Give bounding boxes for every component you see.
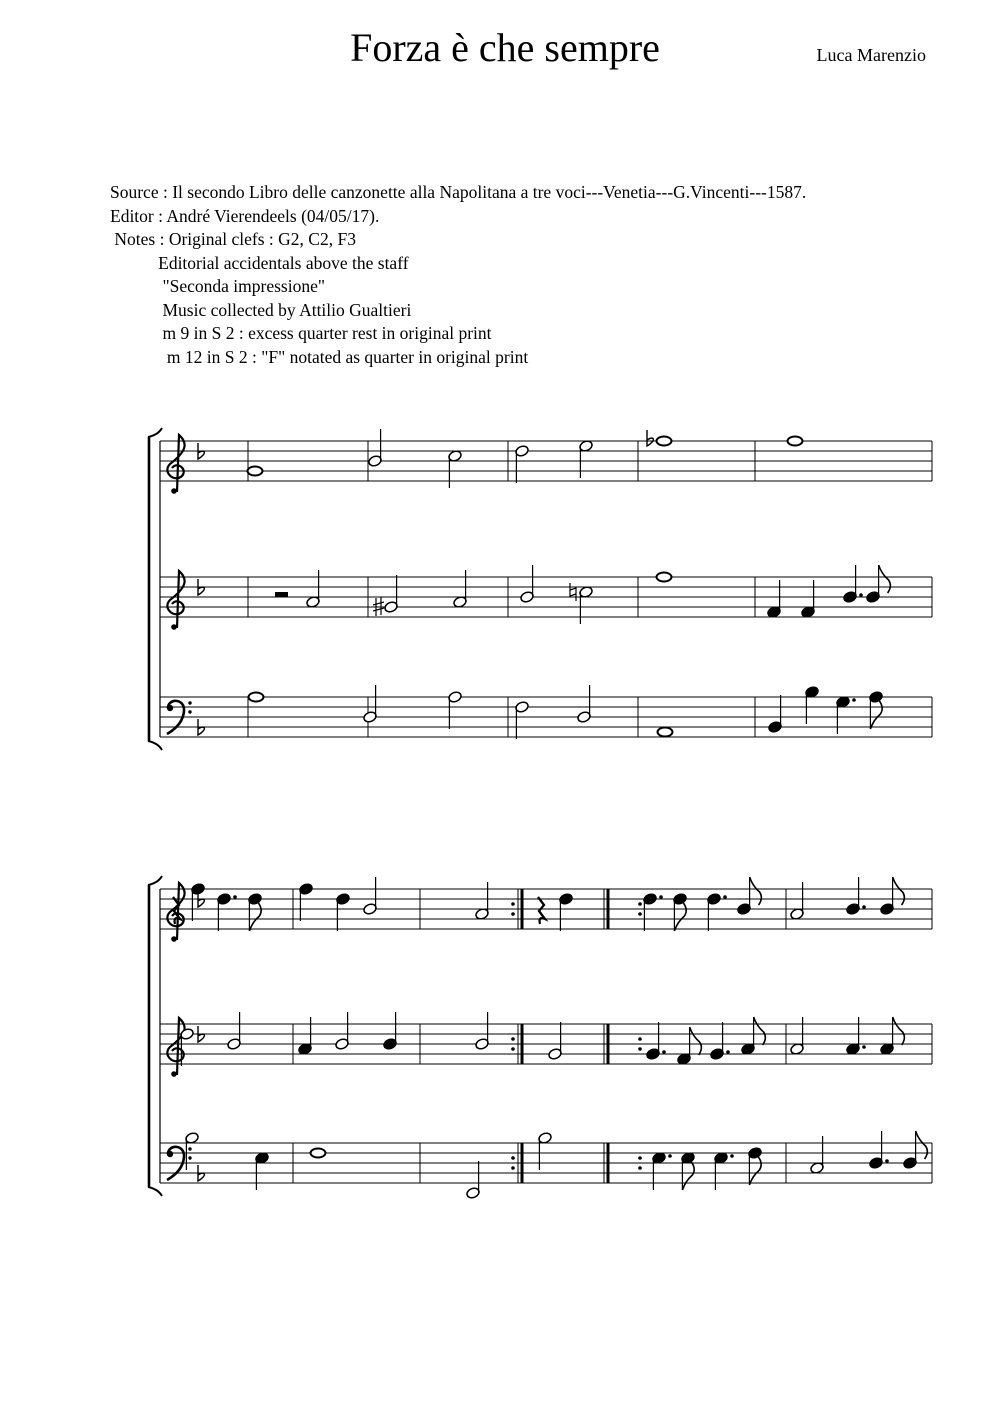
augmentation-dot-icon bbox=[862, 1045, 866, 1049]
repeat-dot-icon bbox=[638, 902, 642, 906]
repeat-dot-icon bbox=[638, 1037, 642, 1041]
staff bbox=[160, 883, 932, 942]
bracket-hook-top bbox=[148, 876, 162, 885]
bass-clef-dot-icon bbox=[167, 1151, 173, 1157]
note-line: m 9 in S 2 : excess quarter rest in original print bbox=[110, 323, 492, 343]
repeat-dot-icon bbox=[511, 1037, 515, 1041]
treble-clef-tail-icon bbox=[171, 624, 177, 630]
bass-clef-dot-icon bbox=[188, 1156, 191, 1159]
bass-clef-dot-icon bbox=[188, 1147, 191, 1150]
whole-note-icon bbox=[658, 728, 673, 737]
staff bbox=[160, 1018, 932, 1077]
augmentation-dot-icon bbox=[726, 1050, 730, 1054]
note-flag-icon bbox=[249, 903, 261, 931]
augmentation-dot-icon bbox=[852, 698, 856, 702]
augmentation-dot-icon bbox=[862, 905, 866, 909]
staff-notes bbox=[173, 877, 904, 931]
note-flag-icon bbox=[893, 877, 905, 905]
treble-clef-tail-icon bbox=[171, 1071, 177, 1077]
bass-clef-dot-icon bbox=[167, 705, 173, 711]
staff bbox=[160, 697, 932, 737]
staff bbox=[160, 435, 932, 494]
note-line: "Seconda impressione" bbox=[110, 276, 326, 296]
treble-clef-tail-icon bbox=[171, 488, 177, 494]
piece-title: Forza è che sempre bbox=[350, 25, 660, 70]
natural-icon bbox=[570, 583, 576, 601]
augmentation-dot-icon bbox=[885, 1159, 889, 1163]
whole-note-icon bbox=[248, 467, 263, 476]
composer-name: Luca Marenzio bbox=[816, 45, 926, 65]
treble-clef-tail-icon bbox=[171, 936, 177, 942]
note-line: Editor : André Vierendeels (04/05/17). bbox=[110, 205, 380, 226]
note-flag-icon bbox=[754, 1017, 766, 1045]
bracket-hook-bottom bbox=[148, 1187, 162, 1196]
treble-clef-icon bbox=[167, 571, 184, 628]
repeat-dot-icon bbox=[638, 1166, 642, 1170]
augmentation-dot-icon bbox=[859, 593, 863, 597]
note-line: Music collected by Attilio Gualtieri bbox=[110, 299, 412, 320]
repeat-dot-icon bbox=[511, 912, 515, 916]
note-line: Source : Il secondo Libro delle canzonette alla Napolitana a tre voci---Venetia---G.Vincenti---1587. bbox=[110, 182, 807, 202]
note-flag-icon bbox=[682, 1162, 694, 1190]
repeat-dot-icon bbox=[511, 902, 515, 906]
note-line: Editorial accidentals above the staff bbox=[110, 252, 409, 273]
treble-clef-icon bbox=[167, 883, 184, 940]
bracket-hook-bottom bbox=[148, 741, 162, 750]
whole-note-icon bbox=[788, 437, 803, 446]
staff bbox=[160, 571, 932, 630]
augmentation-dot-icon bbox=[662, 1050, 666, 1054]
staff-notes bbox=[249, 685, 884, 739]
augmentation-dot-icon bbox=[233, 895, 237, 899]
note-flag-icon bbox=[916, 1131, 928, 1159]
bass-clef-dot-icon bbox=[188, 710, 191, 713]
repeat-dot-icon bbox=[638, 1047, 642, 1051]
treble-clef-icon bbox=[167, 435, 184, 492]
bracket-hook-top bbox=[148, 428, 162, 437]
bass-clef-dot-icon bbox=[188, 701, 191, 704]
repeat-dot-icon bbox=[511, 1166, 515, 1170]
note-flag-icon bbox=[690, 1027, 702, 1055]
note-flag-icon bbox=[750, 877, 762, 905]
note-flag-icon bbox=[674, 903, 686, 931]
flat-icon bbox=[647, 430, 653, 446]
note-flag-icon bbox=[893, 1017, 905, 1045]
repeat-dot-icon bbox=[638, 912, 642, 916]
treble-clef-icon bbox=[167, 1018, 184, 1075]
whole-note-icon bbox=[657, 573, 672, 582]
staff-notes bbox=[180, 1012, 905, 1066]
note-line: Notes : Original clefs : G2, C2, F3 bbox=[110, 229, 356, 249]
whole-note-icon bbox=[249, 693, 264, 702]
quarter-rest-icon bbox=[538, 897, 545, 924]
repeat-dot-icon bbox=[511, 1047, 515, 1051]
augmentation-dot-icon bbox=[723, 895, 727, 899]
note-flag-icon bbox=[749, 1157, 761, 1185]
note-flag-icon bbox=[870, 701, 882, 729]
repeat-dot-icon bbox=[511, 1156, 515, 1160]
augmentation-dot-icon bbox=[659, 895, 663, 899]
whole-note-icon bbox=[657, 437, 672, 446]
augmentation-dot-icon bbox=[730, 1154, 734, 1158]
note-line: m 12 in S 2 : "F" notated as quarter in original print bbox=[110, 346, 529, 367]
half-rest-icon bbox=[275, 592, 288, 597]
staff-notes bbox=[248, 429, 803, 488]
note-flag-icon bbox=[879, 565, 891, 593]
augmentation-dot-icon bbox=[668, 1154, 672, 1158]
repeat-dot-icon bbox=[638, 1156, 642, 1160]
staff-notes bbox=[185, 1131, 928, 1199]
whole-note-icon bbox=[311, 1149, 326, 1158]
staff-notes bbox=[275, 565, 890, 624]
score-system bbox=[148, 428, 932, 750]
